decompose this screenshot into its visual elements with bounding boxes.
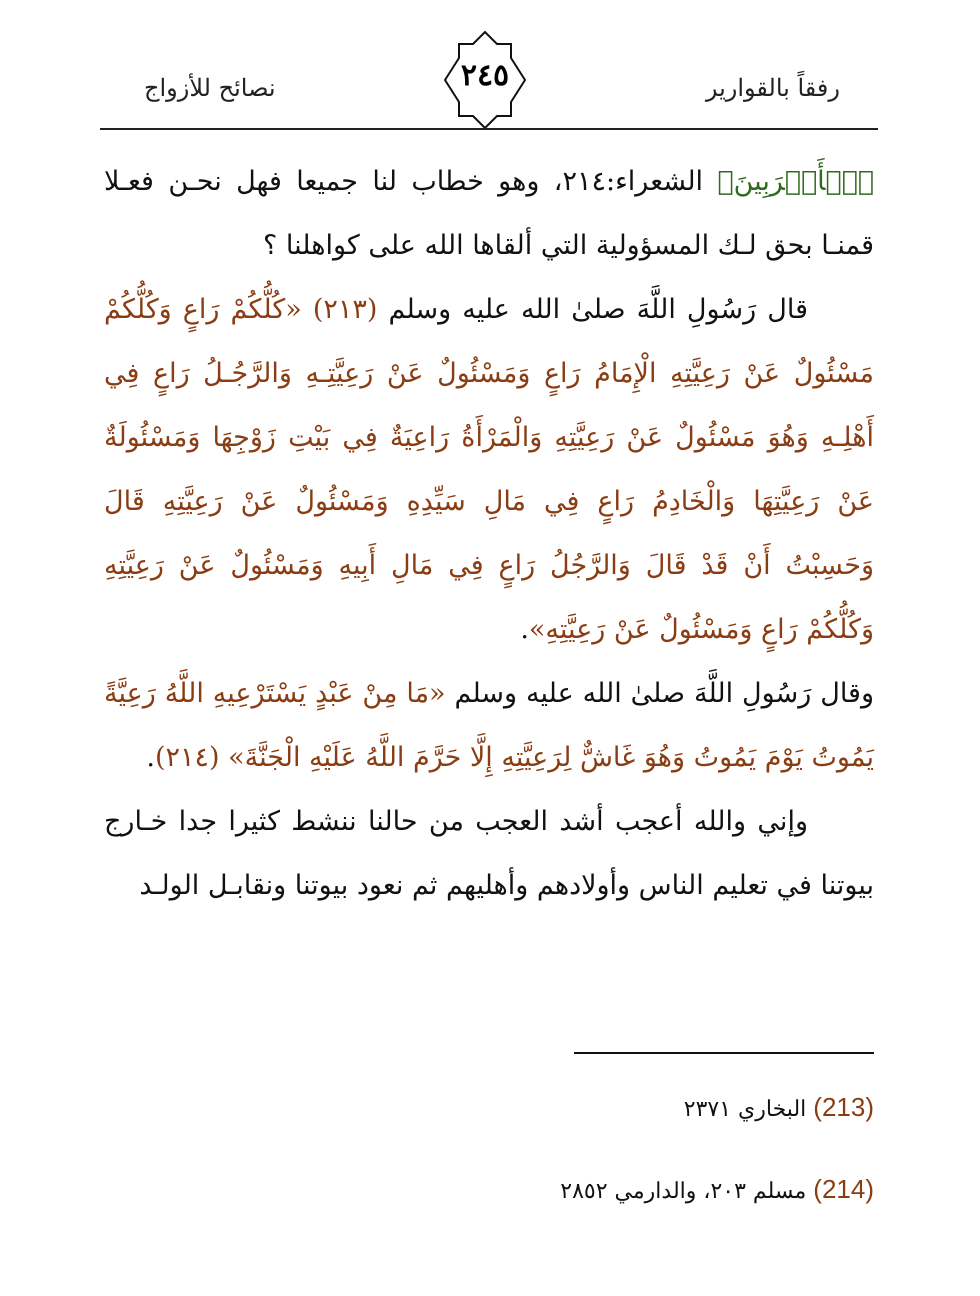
- hadith-text-1: «كُلُّكُمْ رَاعٍ وَكُلُّكُمْ مَسْئُولٌ عَنْ رَعِيَّتِهِ الْإِمَامُ رَاعٍ وَمَسْئُولٌ عَنْ رَعِيَّتِـهِ وَالرَّجُـلُ رَاعٍ فِي أَهْلِـهِ وَهُوَ مَسْئُولٌ عَنْ رَعِيَّتِهِ وَالْمَرْأَةُ رَاعِيَةٌ فِي بَيْتِ زَوْجِهَا وَمَسْئُولَةٌ عَنْ رَعِيَّتِهَا وَالْخَادِمُ رَاعٍ فِي مَالِ سَيِّدِهِ وَمَسْئُولٌ عَنْ رَعِيَّتِهِ قَالَ وَحَسِبْتُ أَنْ قَدْ قَالَ وَالرَّجُلُ رَاعٍ فِي مَالِ أَبِيهِ وَمَسْئُولٌ عَنْ رَعِيَّتِهِ وَكُلُّكُمْ رَاعٍ وَمَسْئُولٌ عَنْ رَعِيَّتِهِ»: [104, 294, 874, 645]
- footnote-ref-213: (٢١٣): [312, 294, 378, 325]
- paragraph-2-intro: قال رَسُولِ اللَّهَ صلىٰ الله عليه وسلم: [377, 294, 808, 325]
- footnote-number: (213): [813, 1092, 874, 1122]
- hadith-text-2: «مَا مِنْ عَبْدٍ يَسْتَرْعِيهِ اللَّهُ رَعِيَّةً يَمُوتُ يَوْمَ يَمُوتُ وَهُوَ غَاشٌّ لِرَعِيَّتِهِ إِلَّا حَرَّمَ اللَّهُ عَلَيْهِ الْجَنَّةَ»: [104, 678, 874, 773]
- paragraph-3: [104, 662, 874, 790]
- running-title-right: رفقاً بالقوارير: [705, 74, 840, 102]
- page-number: ٢٤٥: [460, 58, 510, 93]
- footnote-divider: [574, 1052, 874, 1054]
- paragraph-1: [104, 150, 874, 278]
- quran-bracket-ornament: ﴾: [717, 166, 734, 197]
- footnote-214: [104, 1174, 874, 1214]
- paragraph-4: [104, 790, 874, 918]
- paragraph-2-end: .: [520, 614, 529, 645]
- page-header: [100, 30, 878, 130]
- footnote-ref-214: (٢١٤): [154, 742, 229, 773]
- paragraph-4-text: وإني والله أعجب أشد العجب من حالنا ننشط كثيرا جدا خـارج بيوتنا في تعليم الناس وأولادهم وأهليهم ثم نعود بيوتنا ونقابـل الولـد: [104, 806, 874, 901]
- page-number-badge: [425, 30, 545, 130]
- footnote-text: البخاري ٢٣٧١: [683, 1097, 814, 1122]
- quran-word: ٱلۡأَقۡرَبِينَ: [733, 166, 874, 197]
- footnote-text: مسلم ٢٠٣، والدارمي ٢٨٥٢: [560, 1179, 814, 1204]
- paragraph-3-end: .: [146, 742, 155, 773]
- paragraph-1-text: الشعراء:٢١٤، وهو خطاب لنا جميعا فهل نحـن فعـلا قمنـا بحق لـك المسؤولية التي ألقاها الله على كواهلنا ؟: [104, 166, 874, 261]
- footnote-number: (214): [813, 1174, 874, 1204]
- footnote-213: [104, 1092, 874, 1132]
- footnotes: [104, 1092, 874, 1256]
- paragraph-3-intro: وقال رَسُولِ اللَّهَ صلىٰ الله عليه وسلم: [445, 678, 874, 709]
- running-title-left: نصائح للأزواج: [144, 74, 276, 102]
- paragraph-2: [104, 278, 874, 662]
- header-divider: [100, 128, 878, 130]
- main-text: [104, 150, 874, 918]
